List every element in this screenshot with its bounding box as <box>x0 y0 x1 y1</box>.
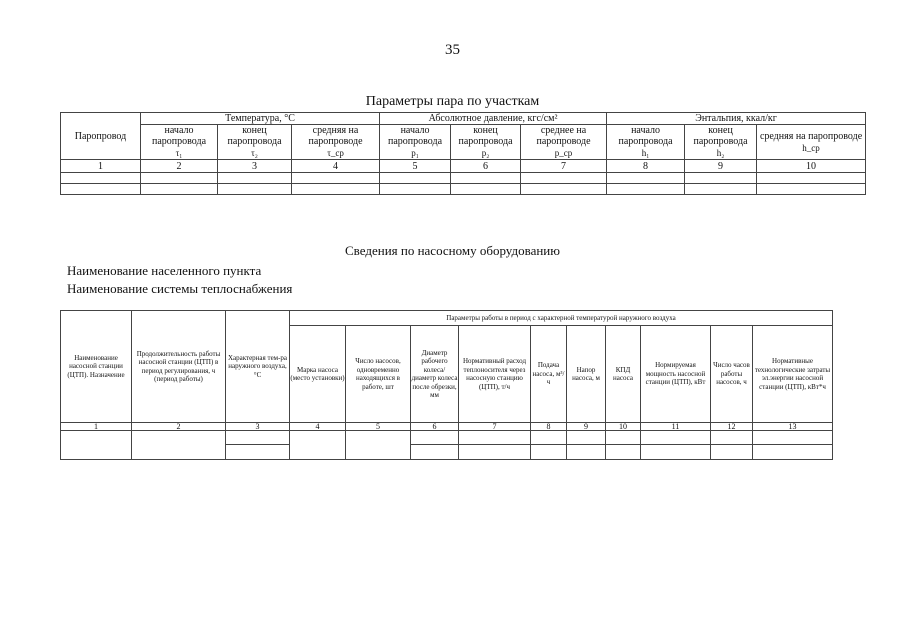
empty-cell <box>753 445 833 460</box>
empty-cell <box>531 445 567 460</box>
header-outdoor-temperature: Характерная тем-ра наружного воздуха, °С <box>226 311 290 423</box>
empty-cell <box>292 184 380 195</box>
header-pump-supply: Подача насоса, м³/ч <box>531 326 567 423</box>
column-number: 10 <box>606 423 641 431</box>
empty-cell <box>61 184 141 195</box>
steam-parameters-table <box>60 112 866 195</box>
column-header: конец паропровода h₂ <box>685 125 757 160</box>
column-header: средняя на паропроводе τ_ср <box>292 125 380 160</box>
column-header: среднее на паропроводе p_ср <box>521 125 607 160</box>
column-number: 11 <box>641 423 711 431</box>
empty-cell <box>753 431 833 445</box>
column-number: 4 <box>292 160 380 173</box>
header-coolant-flow: Нормативный расход теплоносителя через насосную станцию (ЦТП), т/ч <box>459 326 531 423</box>
column-number: 7 <box>521 160 607 173</box>
empty-cell <box>567 445 606 460</box>
header-operating-hours: Число часов работы насосов, ч <box>711 326 753 423</box>
empty-cell <box>141 184 218 195</box>
empty-cell <box>757 173 866 184</box>
column-number: 5 <box>346 423 411 431</box>
pump-section-title: Сведения по насосному оборудованию <box>345 243 560 258</box>
empty-cell <box>226 431 290 445</box>
header-rated-power: Нормируемая мощность насосной станции (ЦТП), кВт <box>641 326 711 423</box>
column-number: 13 <box>753 423 833 431</box>
column-number: 6 <box>451 160 521 173</box>
column-number: 6 <box>411 423 459 431</box>
column-header: начало паропровода τ₁ <box>141 125 218 160</box>
empty-cell <box>451 173 521 184</box>
column-number: 3 <box>226 423 290 431</box>
empty-cell <box>606 431 641 445</box>
column-number: 2 <box>132 423 226 431</box>
empty-cell <box>290 431 346 460</box>
empty-cell <box>685 173 757 184</box>
header-pump-head: Напор насоса, м <box>567 326 606 423</box>
header-pump-efficiency: КПД насоса <box>606 326 641 423</box>
column-number: 10 <box>757 160 866 173</box>
empty-cell <box>411 431 459 445</box>
empty-cell <box>521 173 607 184</box>
empty-cell <box>459 445 531 460</box>
empty-cell <box>218 173 292 184</box>
header-energy-costs: Нормативные технологические затраты эл.энергии насосной станции (ЦТП), кВт*ч <box>753 326 833 423</box>
column-number: 8 <box>607 160 685 173</box>
group-operating-parameters: Параметры работы в период с характерной температурой наружного воздуха <box>290 311 833 326</box>
empty-cell <box>711 431 753 445</box>
empty-cell <box>641 445 711 460</box>
empty-cell <box>61 173 141 184</box>
empty-cell <box>567 431 606 445</box>
empty-cell <box>132 431 226 460</box>
column-number: 5 <box>380 160 451 173</box>
header-pump-count: Число насосов, одновременно находящихся в работе, шт <box>346 326 411 423</box>
column-header: начало паропровода p₁ <box>380 125 451 160</box>
empty-cell <box>607 173 685 184</box>
header-impeller-diameter: Диаметр рабочего колеса/ диаметр колеса после обрезки, мм <box>411 326 459 423</box>
column-header: начало паропровода h₁ <box>607 125 685 160</box>
column-number: 9 <box>567 423 606 431</box>
empty-cell <box>606 445 641 460</box>
empty-cell <box>685 184 757 195</box>
column-header: конец паропровода p₂ <box>451 125 521 160</box>
empty-cell <box>459 431 531 445</box>
settlement-label: Наименование населенного пункта <box>67 263 262 278</box>
column-number: 1 <box>61 423 132 431</box>
column-number: 9 <box>685 160 757 173</box>
empty-cell <box>757 184 866 195</box>
header-pump-brand: Марка насоса (место установки) <box>290 326 346 423</box>
empty-cell <box>380 173 451 184</box>
column-number: 1 <box>61 160 141 173</box>
empty-cell <box>451 184 521 195</box>
empty-cell <box>380 184 451 195</box>
column-header: средняя на паропроводе h_ср <box>757 125 866 160</box>
column-header: конец паропровода τ₂ <box>218 125 292 160</box>
empty-cell <box>226 445 290 460</box>
group-temperature: Температура, °С <box>141 113 380 125</box>
empty-cell <box>531 431 567 445</box>
empty-cell <box>61 431 132 460</box>
heating-system-label: Наименование системы теплоснабжения <box>67 281 293 296</box>
empty-cell <box>607 184 685 195</box>
steam-table-title: Параметры пара по участкам <box>365 94 540 109</box>
column-number: 2 <box>141 160 218 173</box>
empty-cell <box>521 184 607 195</box>
group-enthalpy: Энтальпия, ккал/кг <box>607 113 866 125</box>
header-pipeline: Паропровод <box>61 113 141 160</box>
header-operating-duration: Продолжительность работы насосной станции (ЦТП) в период регулирования, ч (период работы) <box>132 311 226 423</box>
empty-cell <box>218 184 292 195</box>
column-number: 8 <box>531 423 567 431</box>
group-pressure: Абсолютное давление, кгс/см² <box>380 113 607 125</box>
empty-cell <box>292 173 380 184</box>
column-number: 12 <box>711 423 753 431</box>
page-number: 35 <box>445 42 460 58</box>
empty-cell <box>711 445 753 460</box>
column-number: 3 <box>218 160 292 173</box>
empty-cell <box>141 173 218 184</box>
empty-cell <box>411 445 459 460</box>
column-number: 4 <box>290 423 346 431</box>
column-number: 7 <box>459 423 531 431</box>
empty-cell <box>346 431 411 460</box>
empty-cell <box>641 431 711 445</box>
header-station-name: Наименование насосной станции (ЦТП). Назначение <box>61 311 132 423</box>
pump-equipment-table <box>60 310 833 460</box>
